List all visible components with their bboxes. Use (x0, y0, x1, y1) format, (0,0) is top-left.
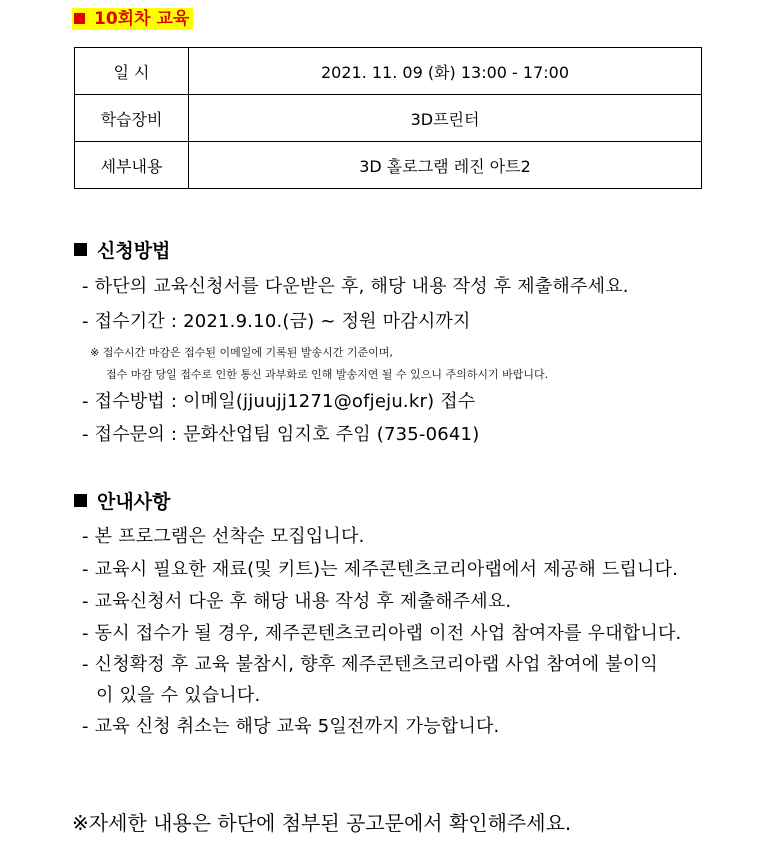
session-title-text: 10회차 교육 (94, 9, 190, 29)
footer-note: ※자세한 내용은 하단에 첨부된 공고문에서 확인해주세요. (72, 811, 572, 835)
guidance-heading (74, 487, 170, 514)
schedule-table (74, 47, 702, 189)
row-label-details: 세부내용 (75, 142, 189, 189)
red-square-bullet-icon (74, 13, 85, 24)
row-label-date: 일 시 (75, 48, 189, 95)
guidance-line: - 본 프로그램은 선착순 모집입니다. (82, 526, 365, 547)
guidance-line: 이 있을 수 있습니다. (96, 685, 261, 706)
guidance-line: - 교육신청서 다운 후 해당 내용 작성 후 제출해주세요. (82, 591, 512, 612)
square-bullet-icon (74, 243, 87, 256)
application-line: - 접수방법 : 이메일(jjuujj1271@ofjeju.kr) 접수 (82, 391, 476, 412)
row-value-date: 2021. 11. 09 (화) 13:00 - 17:00 (189, 48, 702, 95)
application-heading (74, 236, 170, 263)
application-note: 접수 마감 당일 접수로 인한 통신 과부화로 인해 발송지연 될 수 있으니 주의하시기 바랍니다. (106, 368, 549, 381)
session-title (72, 8, 193, 30)
row-label-equipment: 학습장비 (75, 95, 189, 142)
table-row (75, 48, 702, 95)
guidance-line: - 신청확정 후 교육 불참시, 향후 제주콘텐츠코리아랩 사업 참여에 불이익 (82, 654, 658, 675)
application-line: - 하단의 교육신청서를 다운받은 후, 해당 내용 작성 후 제출해주세요. (82, 276, 629, 297)
guidance-line: - 교육 신청 취소는 해당 교육 5일전까지 가능합니다. (82, 716, 500, 737)
square-bullet-icon (74, 494, 87, 507)
guidance-line: - 교육시 필요한 재료(및 키트)는 제주콘텐츠코리아랩에서 제공해 드립니다. (82, 559, 679, 580)
application-note: ※ 접수시간 마감은 접수된 이메일에 기록된 발송시간 기준이며, (90, 346, 393, 359)
guidance-line: - 동시 접수가 될 경우, 제주콘텐츠코리아랩 이전 사업 참여자를 우대합니다. (82, 623, 682, 644)
application-line: - 접수기간 : 2021.9.10.(금) ~ 정원 마감시까지 (82, 311, 471, 332)
table-row (75, 142, 702, 189)
application-line: - 접수문의 : 문화산업팀 임지호 주임 (735-0641) (82, 424, 480, 445)
table-row (75, 95, 702, 142)
row-value-details: 3D 홀로그램 레진 아트2 (189, 142, 702, 189)
application-heading-text: 신청방법 (97, 240, 171, 262)
row-value-equipment: 3D프린터 (189, 95, 702, 142)
guidance-heading-text: 안내사항 (97, 491, 171, 513)
